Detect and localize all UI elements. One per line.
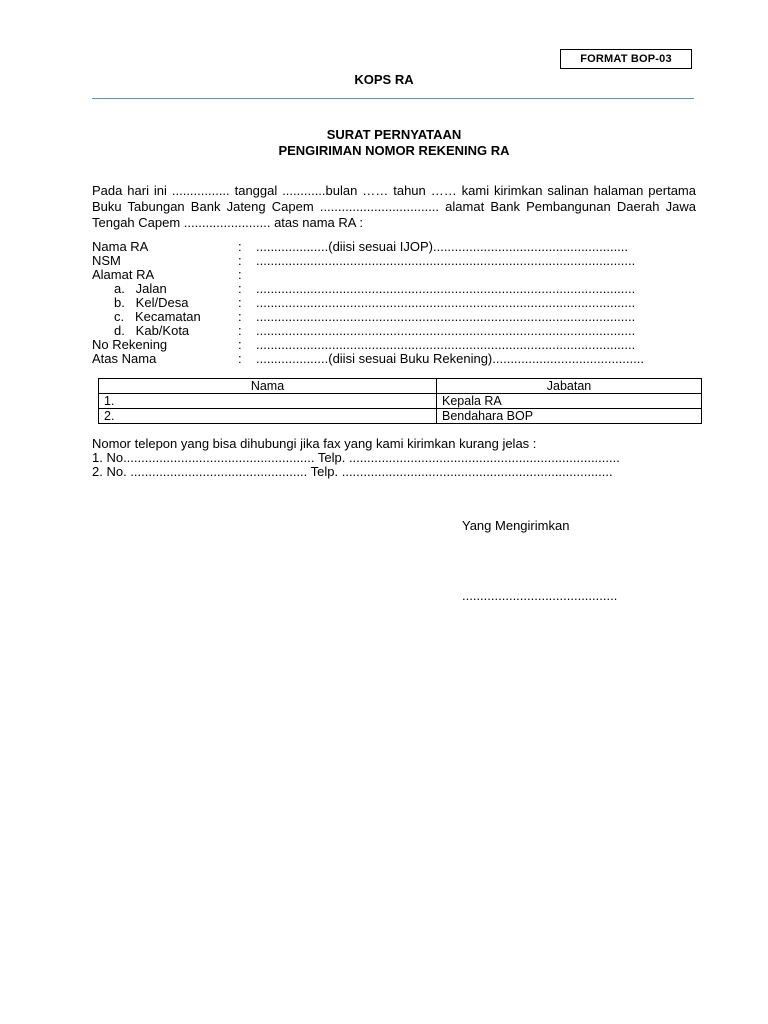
signatories-table [98,378,702,424]
phone-line-1: 1. No..................................................... Telp. ........................................................................... [92,450,620,465]
field-label-jalan: a. Jalan [114,281,167,296]
field-colon: : [238,323,242,338]
format-code-box: FORMAT BOP-03 [560,49,692,69]
table-row [99,394,702,409]
table-header-jabatan: Jabatan [437,379,702,394]
field-value-atas-nama: ....................(diisi sesuai Buku Rekening).......................................... [256,351,644,366]
field-colon: : [238,239,242,254]
field-value-kab-kota: ......................................................................................................... [256,323,636,338]
field-label-nama-ra: Nama RA [92,239,149,254]
field-colon: : [238,253,242,268]
field-value-nsm: ......................................................................................................... [256,253,636,268]
field-label-nsm: NSM [92,253,121,268]
field-colon: : [238,267,242,282]
letterhead-title: KOPS RA [354,72,414,87]
table-cell-nama: 2. [99,409,437,424]
field-label-kel-desa: b. Kel/Desa [114,295,189,310]
field-value-kel-desa: ......................................................................................................... [256,295,636,310]
document-subtitle: PENGIRIMAN NOMOR REKENING RA [278,143,510,158]
field-value-jalan: ......................................................................................................... [256,281,636,296]
field-label-kab-kota: d. Kab/Kota [114,323,190,338]
field-colon: : [238,351,242,366]
field-value-kecamatan: ......................................................................................................... [256,309,636,324]
table-header-row [99,379,702,394]
phone-intro: Nomor telepon yang bisa dihubungi jika fax yang kami kirimkan kurang jelas : [92,436,537,451]
field-colon: : [238,295,242,310]
signature-label: Yang Mengirimkan [462,518,570,533]
field-label-no-rekening: No Rekening [92,337,168,352]
field-value-no-rekening: ......................................................................................................... [256,337,636,352]
field-colon: : [238,309,242,324]
table-cell-jabatan: Kepala RA [437,394,702,409]
field-label-atas-nama: Atas Nama [92,351,157,366]
field-colon: : [238,281,242,296]
field-label-kecamatan: c. Kecamatan [114,309,201,324]
statement-paragraph: Pada hari ini ................ tanggal ............bulan …… tahun …… kami kirimkan salinan halaman pertama Buku Tabungan Bank Jateng Capem ................................. alamat Bank Pembangunan Daerah Jawa Tengah Capem ........................ atas nama RA : [92,183,696,230]
document-title: SURAT PERNYATAAN [326,127,462,142]
table-header-nama: Nama [99,379,437,394]
field-value-nama-ra: ....................(diisi sesuai IJOP)...................................................... [256,239,629,254]
field-label-alamat-ra: Alamat RA [92,267,155,282]
field-colon: : [238,337,242,352]
table-cell-jabatan: Bendahara BOP [437,409,702,424]
phone-line-2: 2. No. ................................................. Telp. ........................................................................... [92,464,613,479]
letterhead-divider [92,98,694,99]
signature-line: ........................................... [462,588,618,603]
table-row [99,409,702,424]
table-cell-nama: 1. [99,394,437,409]
